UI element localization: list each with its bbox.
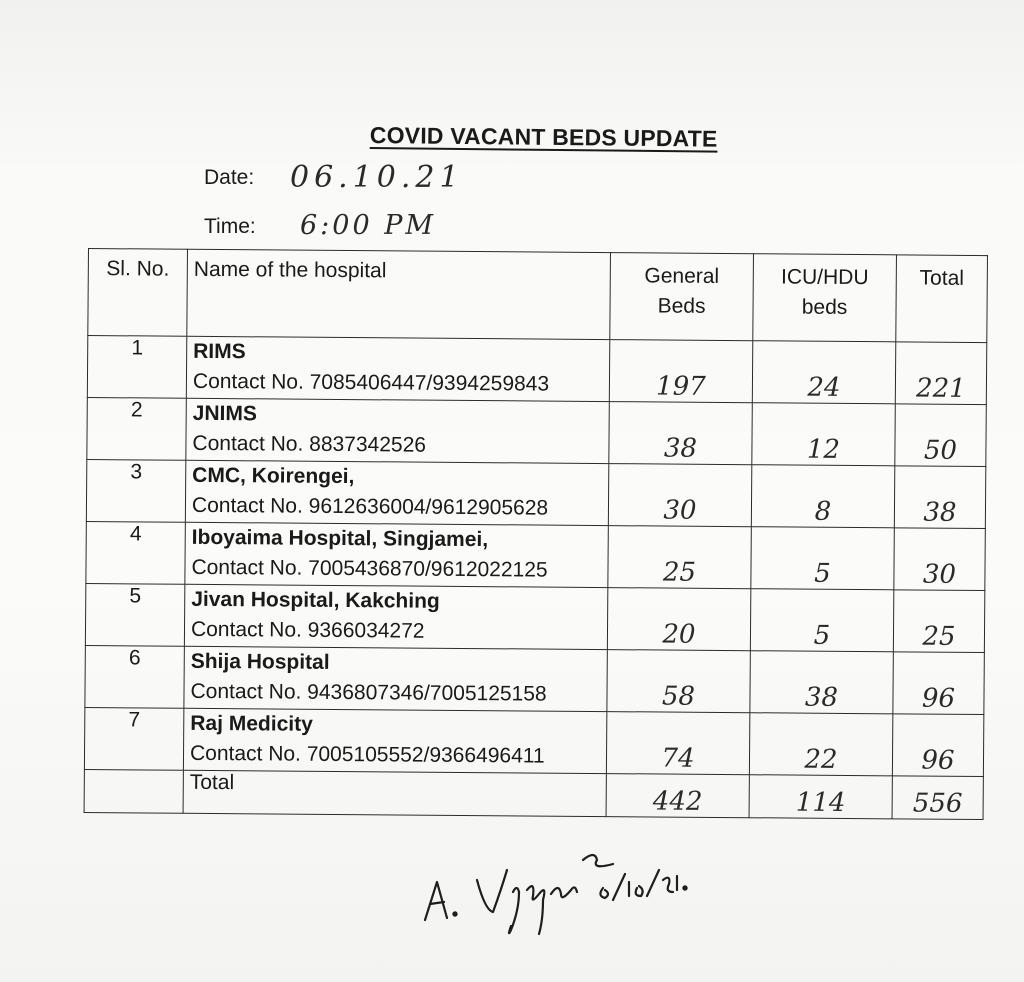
time-label: Time: <box>204 215 256 238</box>
icu-beds-value: 5 <box>750 589 893 652</box>
row-hospital <box>185 460 608 525</box>
total-beds-value: 96 <box>892 714 983 777</box>
hospital-name: Jivan Hospital, Kakching <box>191 587 440 613</box>
row-sl-no: 3 <box>86 459 185 522</box>
total-all-beds: 556 <box>892 776 983 820</box>
handwritten-signature <box>415 830 715 940</box>
date-label: Date: <box>204 166 255 189</box>
total-beds-value: 25 <box>893 590 984 653</box>
header-icu-beds <box>753 254 897 342</box>
row-hospital <box>186 398 609 463</box>
total-icu-beds: 114 <box>749 775 892 819</box>
general-beds-value: 25 <box>608 526 751 589</box>
general-beds-value: 74 <box>606 712 749 775</box>
total-row-sl-empty <box>84 769 183 813</box>
icu-beds-value: 22 <box>749 713 892 776</box>
table-row <box>85 583 984 652</box>
table-row <box>85 645 984 714</box>
icu-beds-value: 12 <box>752 403 895 466</box>
hospital-contact: Contact No. 9366034272 <box>190 617 425 643</box>
row-hospital <box>183 708 606 773</box>
hospital-name: Shija Hospital <box>190 649 330 674</box>
hospital-name: RIMS <box>193 339 246 364</box>
header-total: Total <box>896 255 988 343</box>
icu-beds-value: 8 <box>751 465 894 528</box>
general-beds-value: 38 <box>609 402 752 465</box>
total-beds-value: 221 <box>895 342 986 405</box>
total-beds-value: 96 <box>893 652 984 715</box>
row-sl-no: 4 <box>86 521 185 584</box>
document-title: COVID VACANT BEDS UPDATE <box>369 122 718 152</box>
total-beds-value: 50 <box>895 404 986 467</box>
row-sl-no: 7 <box>84 707 183 770</box>
row-hospital <box>184 646 607 711</box>
row-sl-no: 6 <box>85 645 184 708</box>
total-general-beds: 442 <box>606 774 749 818</box>
header-general-beds <box>610 253 754 341</box>
header-icu-line1: ICU/HDU <box>780 265 869 290</box>
total-beds-value: 38 <box>894 466 985 529</box>
hospital-contact: Contact No. 9436807346/7005125158 <box>190 679 547 706</box>
hospital-contact: Contact No. 9612636004/9612905628 <box>191 493 549 520</box>
general-beds-value: 197 <box>609 340 752 403</box>
icu-beds-value: 5 <box>751 527 894 590</box>
hospital-contact: Contact No. 8837342526 <box>192 431 427 457</box>
row-hospital <box>186 336 609 401</box>
hospital-contact: Contact No. 7085406447/9394259843 <box>192 369 550 396</box>
hospital-name: Iboyaima Hospital, Singjamei, <box>191 525 489 552</box>
row-hospital <box>185 522 608 587</box>
header-general-line1: General <box>644 264 720 288</box>
table-row <box>86 459 985 528</box>
general-beds-value: 30 <box>608 464 751 527</box>
time-value: 6:00 PM <box>300 210 437 241</box>
vacant-beds-table <box>84 248 988 820</box>
row-hospital <box>184 584 607 649</box>
icu-beds-value: 24 <box>752 341 895 404</box>
row-sl-no: 1 <box>87 336 186 399</box>
total-beds-value: 30 <box>894 528 985 591</box>
date-value: 06.10.21 <box>290 160 464 195</box>
header-hospital-name: Name of the hospital <box>187 249 611 339</box>
table-header-row <box>88 249 988 343</box>
hospital-contact: Contact No. 7005436870/9612022125 <box>191 555 548 582</box>
icu-beds-value: 38 <box>750 651 893 714</box>
general-beds-value: 58 <box>607 650 750 713</box>
header-icu-line2: beds <box>801 295 848 319</box>
table-row <box>86 521 985 590</box>
row-sl-no: 2 <box>87 397 186 460</box>
table-row <box>87 397 986 466</box>
hospital-name: CMC, Koirengei, <box>192 463 355 489</box>
hospital-name: JNIMS <box>192 401 257 426</box>
hospital-contact: Contact No. 7005105552/9366496411 <box>189 741 545 768</box>
table-row <box>84 707 983 776</box>
table-row <box>87 336 986 405</box>
general-beds-value: 20 <box>607 588 750 651</box>
row-sl-no: 5 <box>85 583 184 646</box>
table-total-row <box>84 769 983 819</box>
header-general-line2: Beds <box>657 294 706 318</box>
header-sl-no: Sl. No. <box>88 249 188 337</box>
hospital-name: Raj Medicity <box>190 711 313 736</box>
total-label: Total <box>183 770 606 816</box>
